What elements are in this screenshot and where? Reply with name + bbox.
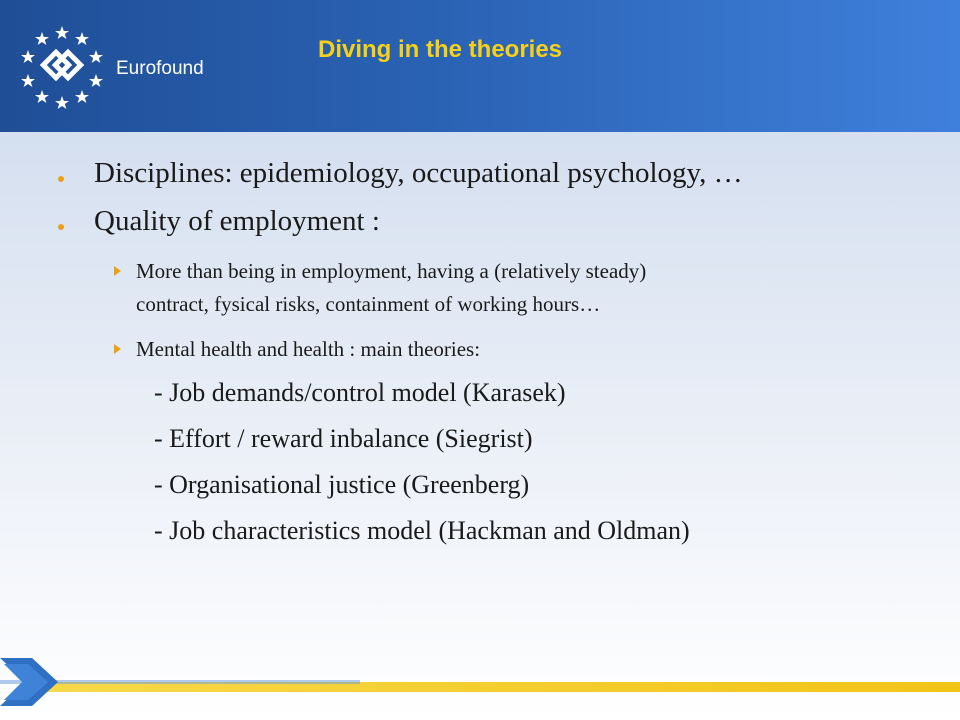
theory-karasek: - Job demands/control model (Karasek): [154, 378, 566, 407]
bullet-quality-of-employment: Quality of employment :: [94, 205, 380, 237]
footer-decoration: [0, 640, 960, 720]
arrow-bullet-icon: [114, 344, 121, 354]
sub-bullet-mental-health: Mental health and health : main theories:: [136, 337, 481, 361]
slide-title: Diving in the theories: [318, 36, 563, 63]
sub-bullet-more-than-employment-line2: contract, fysical risks, containment of working hours…: [136, 292, 601, 316]
bullet-disciplines: Disciplines: epidemiology, occupational psychology, …: [94, 157, 743, 189]
logo-text: Eurofound: [116, 58, 204, 79]
sub-bullet-more-than-employment-line1: More than being in employment, having a (relatively steady): [136, 259, 647, 283]
bullet-dot-icon: [58, 176, 64, 182]
bullet-dot-icon: [58, 224, 64, 230]
slide-header: [0, 0, 960, 132]
theory-hackman-oldman: - Job characteristics model (Hackman and Oldman): [154, 516, 690, 545]
arrow-bullet-icon: [114, 266, 121, 276]
theory-siegrist: - Effort / reward inbalance (Siegrist): [154, 424, 533, 453]
theory-greenberg: - Organisational justice (Greenberg): [154, 470, 530, 499]
